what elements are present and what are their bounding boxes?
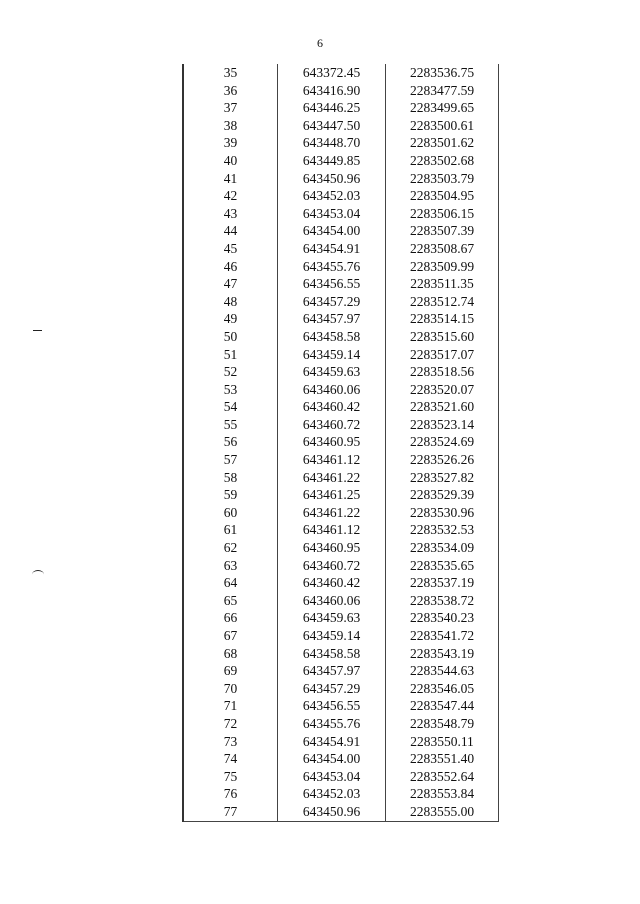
table-row [183, 662, 499, 680]
x-coordinate-cell: 643460.06 [278, 592, 386, 610]
point-number-cell: 65 [183, 592, 278, 610]
y-coordinate-cell: 2283532.53 [386, 521, 499, 539]
table-row [183, 574, 499, 592]
y-coordinate-cell: 2283538.72 [386, 592, 499, 610]
table-row [183, 222, 499, 240]
x-coordinate-cell: 643453.04 [278, 205, 386, 223]
y-coordinate-cell: 2283500.61 [386, 117, 499, 135]
y-coordinate-cell: 2283511.35 [386, 275, 499, 293]
x-coordinate-cell: 643372.45 [278, 64, 386, 82]
table-row [183, 187, 499, 205]
y-coordinate-cell: 2283477.59 [386, 82, 499, 100]
x-coordinate-cell: 643461.25 [278, 486, 386, 504]
y-coordinate-cell: 2283535.65 [386, 557, 499, 575]
x-coordinate-cell: 643459.14 [278, 627, 386, 645]
y-coordinate-cell: 2283530.96 [386, 504, 499, 522]
x-coordinate-cell: 643457.97 [278, 310, 386, 328]
y-coordinate-cell: 2283507.39 [386, 222, 499, 240]
table-row [183, 750, 499, 768]
y-coordinate-cell: 2283550.11 [386, 733, 499, 751]
point-number-cell: 72 [183, 715, 278, 733]
table-row [183, 469, 499, 487]
y-coordinate-cell: 2283518.56 [386, 363, 499, 381]
point-number-cell: 76 [183, 785, 278, 803]
y-coordinate-cell: 2283523.14 [386, 416, 499, 434]
point-number-cell: 46 [183, 258, 278, 276]
y-coordinate-cell: 2283546.05 [386, 680, 499, 698]
x-coordinate-cell: 643447.50 [278, 117, 386, 135]
x-coordinate-cell: 643460.72 [278, 416, 386, 434]
point-number-cell: 60 [183, 504, 278, 522]
point-number-cell: 48 [183, 293, 278, 311]
table-row [183, 363, 499, 381]
y-coordinate-cell: 2283515.60 [386, 328, 499, 346]
margin-arc-mark [32, 570, 44, 579]
x-coordinate-cell: 643454.00 [278, 222, 386, 240]
point-number-cell: 58 [183, 469, 278, 487]
table-row [183, 134, 499, 152]
y-coordinate-cell: 2283502.68 [386, 152, 499, 170]
y-coordinate-cell: 2283504.95 [386, 187, 499, 205]
y-coordinate-cell: 2283555.00 [386, 803, 499, 821]
x-coordinate-cell: 643446.25 [278, 99, 386, 117]
table-row [183, 258, 499, 276]
x-coordinate-cell: 643461.22 [278, 504, 386, 522]
y-coordinate-cell: 2283517.07 [386, 346, 499, 364]
table-row [183, 433, 499, 451]
table-row [183, 205, 499, 223]
x-coordinate-cell: 643456.55 [278, 275, 386, 293]
table-row [183, 398, 499, 416]
x-coordinate-cell: 643461.22 [278, 469, 386, 487]
x-coordinate-cell: 643456.55 [278, 697, 386, 715]
x-coordinate-cell: 643460.42 [278, 398, 386, 416]
point-number-cell: 71 [183, 697, 278, 715]
x-coordinate-cell: 643454.00 [278, 750, 386, 768]
point-number-cell: 42 [183, 187, 278, 205]
table-row [183, 293, 499, 311]
x-coordinate-cell: 643457.29 [278, 680, 386, 698]
table-row [183, 557, 499, 575]
table-row [183, 768, 499, 786]
y-coordinate-cell: 2283551.40 [386, 750, 499, 768]
x-coordinate-cell: 643461.12 [278, 451, 386, 469]
y-coordinate-cell: 2283541.72 [386, 627, 499, 645]
point-number-cell: 49 [183, 310, 278, 328]
point-number-cell: 62 [183, 539, 278, 557]
y-coordinate-cell: 2283552.64 [386, 768, 499, 786]
x-coordinate-cell: 643452.03 [278, 187, 386, 205]
point-number-cell: 40 [183, 152, 278, 170]
y-coordinate-cell: 2283543.19 [386, 645, 499, 663]
y-coordinate-cell: 2283536.75 [386, 64, 499, 82]
table-row [183, 803, 499, 821]
point-number-cell: 54 [183, 398, 278, 416]
point-number-cell: 66 [183, 609, 278, 627]
table-row [183, 152, 499, 170]
y-coordinate-cell: 2283537.19 [386, 574, 499, 592]
coordinate-table [182, 64, 499, 822]
x-coordinate-cell: 643450.96 [278, 803, 386, 821]
point-number-cell: 77 [183, 803, 278, 821]
coordinate-table-body [183, 64, 499, 821]
x-coordinate-cell: 643449.85 [278, 152, 386, 170]
x-coordinate-cell: 643448.70 [278, 134, 386, 152]
point-number-cell: 56 [183, 433, 278, 451]
y-coordinate-cell: 2283501.62 [386, 134, 499, 152]
point-number-cell: 41 [183, 170, 278, 188]
table-row [183, 346, 499, 364]
point-number-cell: 51 [183, 346, 278, 364]
y-coordinate-cell: 2283514.15 [386, 310, 499, 328]
table-row [183, 416, 499, 434]
x-coordinate-cell: 643460.95 [278, 539, 386, 557]
x-coordinate-cell: 643461.12 [278, 521, 386, 539]
table-row [183, 64, 499, 82]
point-number-cell: 59 [183, 486, 278, 504]
x-coordinate-cell: 643460.06 [278, 381, 386, 399]
y-coordinate-cell: 2283512.74 [386, 293, 499, 311]
y-coordinate-cell: 2283548.79 [386, 715, 499, 733]
y-coordinate-cell: 2283503.79 [386, 170, 499, 188]
y-coordinate-cell: 2283508.67 [386, 240, 499, 258]
x-coordinate-cell: 643460.95 [278, 433, 386, 451]
point-number-cell: 52 [183, 363, 278, 381]
x-coordinate-cell: 643455.76 [278, 258, 386, 276]
table-row [183, 785, 499, 803]
point-number-cell: 43 [183, 205, 278, 223]
x-coordinate-cell: 643457.29 [278, 293, 386, 311]
point-number-cell: 53 [183, 381, 278, 399]
table-row [183, 592, 499, 610]
page-number: 6 [317, 36, 323, 50]
table-row [183, 715, 499, 733]
x-coordinate-cell: 643459.14 [278, 346, 386, 364]
table-row [183, 733, 499, 751]
table-row [183, 117, 499, 135]
x-coordinate-cell: 643460.72 [278, 557, 386, 575]
table-row [183, 170, 499, 188]
point-number-cell: 55 [183, 416, 278, 434]
x-coordinate-cell: 643454.91 [278, 733, 386, 751]
table-row [183, 504, 499, 522]
x-coordinate-cell: 643457.97 [278, 662, 386, 680]
y-coordinate-cell: 2283509.99 [386, 258, 499, 276]
point-number-cell: 70 [183, 680, 278, 698]
point-number-cell: 36 [183, 82, 278, 100]
point-number-cell: 50 [183, 328, 278, 346]
point-number-cell: 38 [183, 117, 278, 135]
table-row [183, 627, 499, 645]
y-coordinate-cell: 2283547.44 [386, 697, 499, 715]
x-coordinate-cell: 643458.58 [278, 645, 386, 663]
table-row [183, 486, 499, 504]
table-row [183, 310, 499, 328]
point-number-cell: 45 [183, 240, 278, 258]
table-row [183, 99, 499, 117]
point-number-cell: 37 [183, 99, 278, 117]
x-coordinate-cell: 643450.96 [278, 170, 386, 188]
table-row [183, 609, 499, 627]
point-number-cell: 57 [183, 451, 278, 469]
point-number-cell: 75 [183, 768, 278, 786]
table-row [183, 680, 499, 698]
point-number-cell: 74 [183, 750, 278, 768]
y-coordinate-cell: 2283529.39 [386, 486, 499, 504]
y-coordinate-cell: 2283553.84 [386, 785, 499, 803]
y-coordinate-cell: 2283520.07 [386, 381, 499, 399]
table-row [183, 521, 499, 539]
point-number-cell: 68 [183, 645, 278, 663]
y-coordinate-cell: 2283524.69 [386, 433, 499, 451]
y-coordinate-cell: 2283499.65 [386, 99, 499, 117]
x-coordinate-cell: 643453.04 [278, 768, 386, 786]
x-coordinate-cell: 643452.03 [278, 785, 386, 803]
point-number-cell: 47 [183, 275, 278, 293]
point-number-cell: 39 [183, 134, 278, 152]
point-number-cell: 44 [183, 222, 278, 240]
x-coordinate-cell: 643455.76 [278, 715, 386, 733]
y-coordinate-cell: 2283544.63 [386, 662, 499, 680]
y-coordinate-cell: 2283534.09 [386, 539, 499, 557]
point-number-cell: 73 [183, 733, 278, 751]
point-number-cell: 35 [183, 64, 278, 82]
point-number-cell: 63 [183, 557, 278, 575]
point-number-cell: 64 [183, 574, 278, 592]
table-row [183, 240, 499, 258]
margin-dash-mark [33, 330, 42, 331]
x-coordinate-cell: 643416.90 [278, 82, 386, 100]
table-row [183, 275, 499, 293]
point-number-cell: 61 [183, 521, 278, 539]
y-coordinate-cell: 2283506.15 [386, 205, 499, 223]
table-row [183, 82, 499, 100]
x-coordinate-cell: 643458.58 [278, 328, 386, 346]
point-number-cell: 69 [183, 662, 278, 680]
table-row [183, 645, 499, 663]
table-row [183, 451, 499, 469]
table-row [183, 539, 499, 557]
x-coordinate-cell: 643454.91 [278, 240, 386, 258]
x-coordinate-cell: 643459.63 [278, 363, 386, 381]
y-coordinate-cell: 2283526.26 [386, 451, 499, 469]
table-row [183, 381, 499, 399]
x-coordinate-cell: 643460.42 [278, 574, 386, 592]
y-coordinate-cell: 2283540.23 [386, 609, 499, 627]
x-coordinate-cell: 643459.63 [278, 609, 386, 627]
y-coordinate-cell: 2283527.82 [386, 469, 499, 487]
point-number-cell: 67 [183, 627, 278, 645]
table-row [183, 328, 499, 346]
y-coordinate-cell: 2283521.60 [386, 398, 499, 416]
table-row [183, 697, 499, 715]
